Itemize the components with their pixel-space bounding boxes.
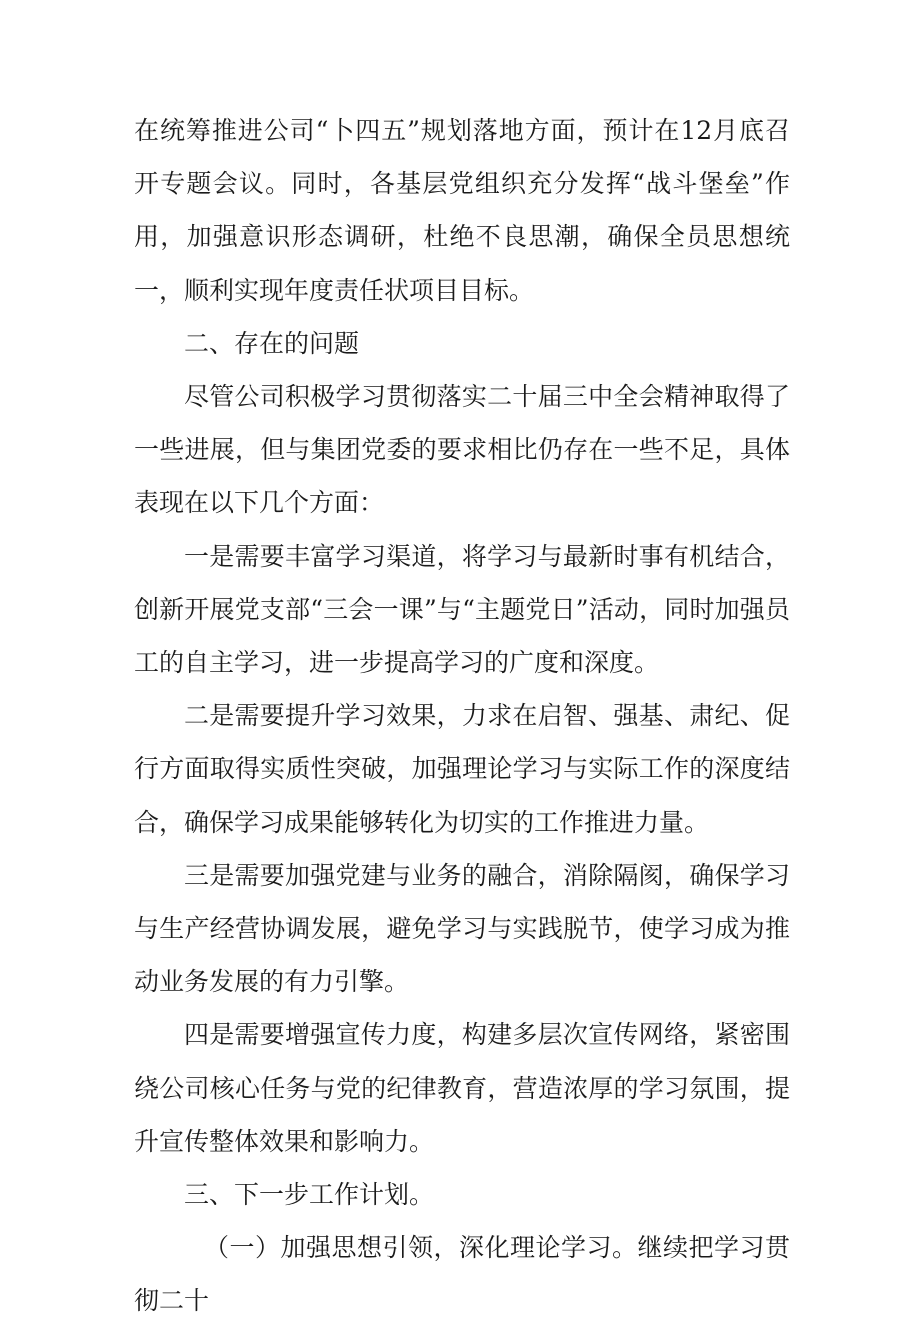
section-heading-problems: 二、存在的问题 bbox=[184, 328, 360, 358]
paragraph-problem-3: 三是需要加强党建与业务的融合，消除隔阂，确保学习与生产经营协调发展，避免学习与实践脱节，使学习成为推动业务发展的有力引擎。 bbox=[134, 860, 790, 997]
paragraph-problem-2: 二是需要提升学习效果，力求在启智、强基、肃纪、促行方面取得实质性突破，加强理论学习与实际工作的深度结合，确保学习成果能够转化为切实的工作推进力量。 bbox=[134, 701, 790, 837]
paragraph-intro-problems: 尽管公司积极学习贯彻落实二十届三中全会精神取得了一些进展，但与集团党委的要求相比仍存在一些不足，具体表现在以下几个方面： bbox=[134, 382, 790, 518]
section-heading-next-plan: 三、下一步工作计划。 bbox=[184, 1180, 435, 1210]
document-body bbox=[134, 104, 790, 1328]
paragraph-continuation: 在统筹推进公司“卜四五”规划落地方面，预计在12月底召开专题会议。同时，各基层党组织充分发挥“战斗堡垒”作用，加强意识形态调研，杜绝不良思潮，确保全员思想统一，顺利实现年度责任状项目目标。 bbox=[134, 116, 790, 305]
paragraph-problem-1: 一是需要丰富学习渠道，将学习与最新时事有机结合，创新开展党支部“三会一课”与“主题党日”活动，同时加强员工的自主学习，进一步提高学习的广度和深度。 bbox=[134, 541, 790, 678]
paragraph-plan-1: （一）加强思想引领，深化理论学习。继续把学习贯彻二十 bbox=[134, 1233, 790, 1316]
paragraph-problem-4: 四是需要增强宣传力度，构建多层次宣传网络，紧密围绕公司核心任务与党的纪律教育，营造浓厚的学习氛围，提升宣传整体效果和影响力。 bbox=[134, 1020, 790, 1156]
